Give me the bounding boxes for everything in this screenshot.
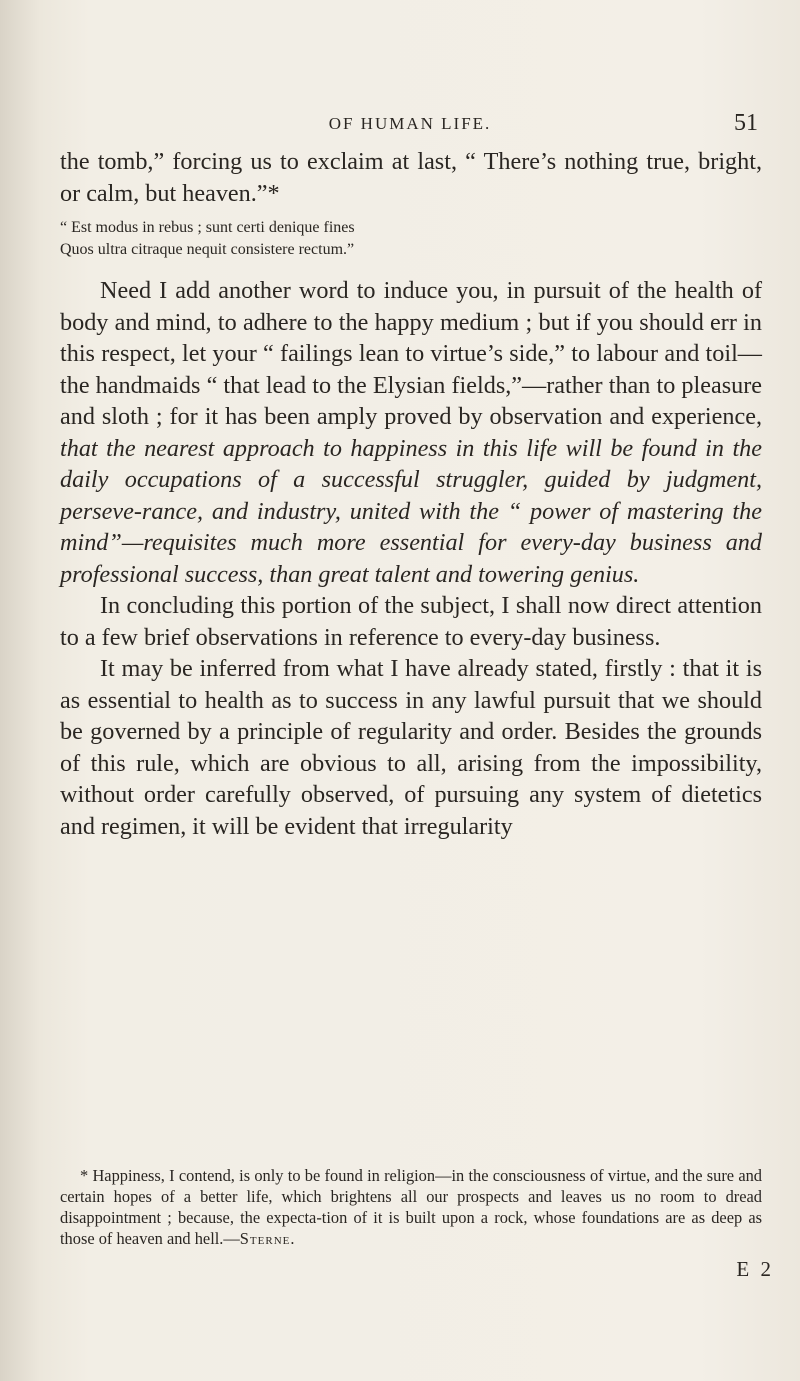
body-text xyxy=(60,146,762,842)
page-header xyxy=(60,110,760,140)
paragraph-inferred: It may be inferred from what I have already stated, firstly : that it is as essential to health as to success in any lawful pursuit that we should be governed by a principle of regularity and order. Besides the grounds of this rule, which are obvious to all, arising from the impossibility, without order carefully observed, of pursuing any system of dietetics and regimen, it will be evident that irregularity xyxy=(60,655,762,840)
footnote-author: Sterne. xyxy=(239,1229,296,1248)
latin-quote xyxy=(60,217,762,261)
footnote-text xyxy=(60,1165,762,1249)
footnote xyxy=(60,1165,762,1249)
italic-emphasis: that the nearest approach to happiness in this life will be found in the daily occupations of a successful struggler, guided by judgment, perseve-rance, and industry, united with the “ power of mastering the mind”—requisites much more essential for every-day business and professional success, than great talent and towering genius. xyxy=(60,434,762,588)
quote-line-1: “ Est modus in rebus ; sunt certi denique fines xyxy=(60,219,355,236)
signature-mark: E 2 xyxy=(736,1257,774,1281)
paragraph-text: Need I add another word to induce you, in pursuit of the health of body and mind, to adhere to the happy medium ; but if you should err in this respect, let your “ failings lean to virtue’s side,” to labour and toil—the handmaids “ that lead to the Elysian fields,”—rather than to pleasure and sloth ; for it has been amply proved by observation and experience, xyxy=(60,277,762,430)
page-number: 51 xyxy=(734,110,758,136)
paragraph-concluding: In concluding this portion of the subject, I shall now direct attention to a few brief observations in reference to every-day business. xyxy=(60,592,762,651)
quote-line-2: Quos ultra citraque nequit consistere rectum.” xyxy=(60,241,355,258)
running-head: OF HUMAN LIFE. xyxy=(328,114,492,133)
paragraph-continuation: the tomb,” forcing us to exclaim at last, “ There’s nothing true, bright, or calm, but heaven.”* xyxy=(60,148,762,207)
footnote-body: * Happiness, I contend, is only to be found in religion—in the consciousness of virtue, and the sure and certain hopes of a better life, which brightens all our prospects and leaves us no room to dread disappointment ; because, the expecta-tion of it is built upon a rock, whose foundations are as deep as those of heaven and hell.— xyxy=(60,1166,762,1248)
paragraph-need-i-add xyxy=(60,275,762,590)
